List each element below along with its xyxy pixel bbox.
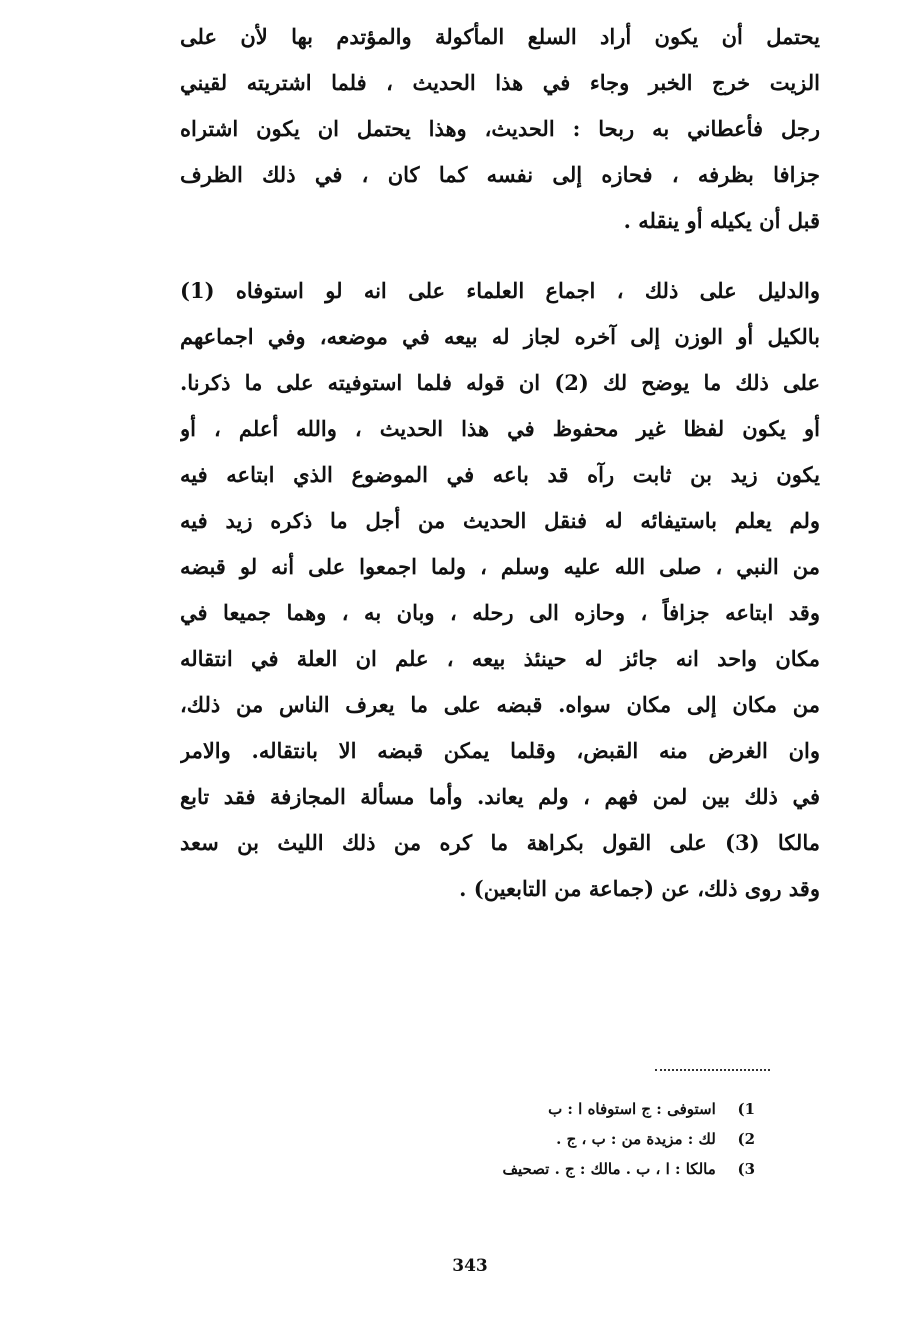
text-line: والدليل على ذلك ، اجماع العلماء على انه لو استوفاه (1) [180,278,820,303]
footnotes [380,1094,755,1184]
text-line: في ذلك بين لمن فهم ، ولم يعاند. وأما مسألة المجازفة فقد تابع [180,784,820,809]
text-line: وقد روى ذلك، عن (جماعة من التابعين) . [459,876,820,901]
main-text [180,14,820,912]
footnote-number: 1) [737,1100,755,1118]
page-number: 343 [452,1256,488,1276]
footnote-1 [380,1094,755,1124]
text-line: على ذلك ما يوضح لك (2) ان قوله فلما استوفيته على ما ذكرنا. [180,370,820,395]
text-line: جزافا بظرفه ، فحازه إلى نفسه كما كان ، في ذلك الظرف [180,162,820,187]
text-line: يحتمل أن يكون أراد السلع المأكولة والمؤتدم بها لأن على [180,24,820,49]
text-line: يكون زيد بن ثابت رآه قد باعه في الموضوع الذي ابتاعه فيه [180,462,820,487]
text-line: من مكان إلى مكان سواه. قبضه على ما يعرف الناس من ذلك، [180,692,820,717]
text-line: الزيت خرج الخبر وجاء في هذا الحديث ، فلما اشتريته لقيني [180,70,820,95]
footnote-number: 2) [737,1130,755,1148]
footnote-text: لك : مزيدة من : ب ، ج . [556,1130,716,1148]
text-line: مالكا (3) على القول بكراهة ما كره من ذلك الليث بن سعد [180,830,820,855]
text-line: وقد ابتاعه جزافاً ، وحازه الى رحله ، وبان به ، وهما جميعا في [180,600,820,625]
footnote-number: 3) [737,1160,755,1178]
footnote-2 [380,1124,755,1154]
footnote-text: مالكا : ا ، ب . مالك : ج . تصحيف [502,1160,716,1178]
text-line: ولم يعلم باستيفائه له فنقل الحديث من أجل ما ذكره زيد فيه [180,508,820,533]
text-line: أو يكون لفظا غير محفوظ في هذا الحديث ، والله أعلم ، أو [180,416,820,441]
text-line: قبل أن يكيله أو ينقله . [623,208,820,233]
text-line: وان الغرض منه القبض، وقلما يمكن قبضه الا بانتقاله. والامر [180,738,820,763]
text-line: رجل فأعطاني به ربحا : الحديث، وهذا يحتمل ان يكون اشتراه [180,116,820,141]
text-line: بالكيل أو الوزن إلى آخره لجاز له بيعه في موضعه، وفي اجماعهم [180,324,820,349]
footnote-separator [655,1069,770,1071]
paragraph-1 [180,14,820,244]
paragraph-2 [180,268,820,912]
footnote-3 [380,1154,755,1184]
text-line: مكان واحد انه جائز له حينئذ بيعه ، علم ان العلة في انتقاله [180,646,820,671]
footnote-text: استوفى : ج استوفاه ا : ب [548,1100,716,1118]
text-line: من النبي ، صلى الله عليه وسلم ، ولما اجمعوا على أنه لو قبضه [180,554,820,579]
